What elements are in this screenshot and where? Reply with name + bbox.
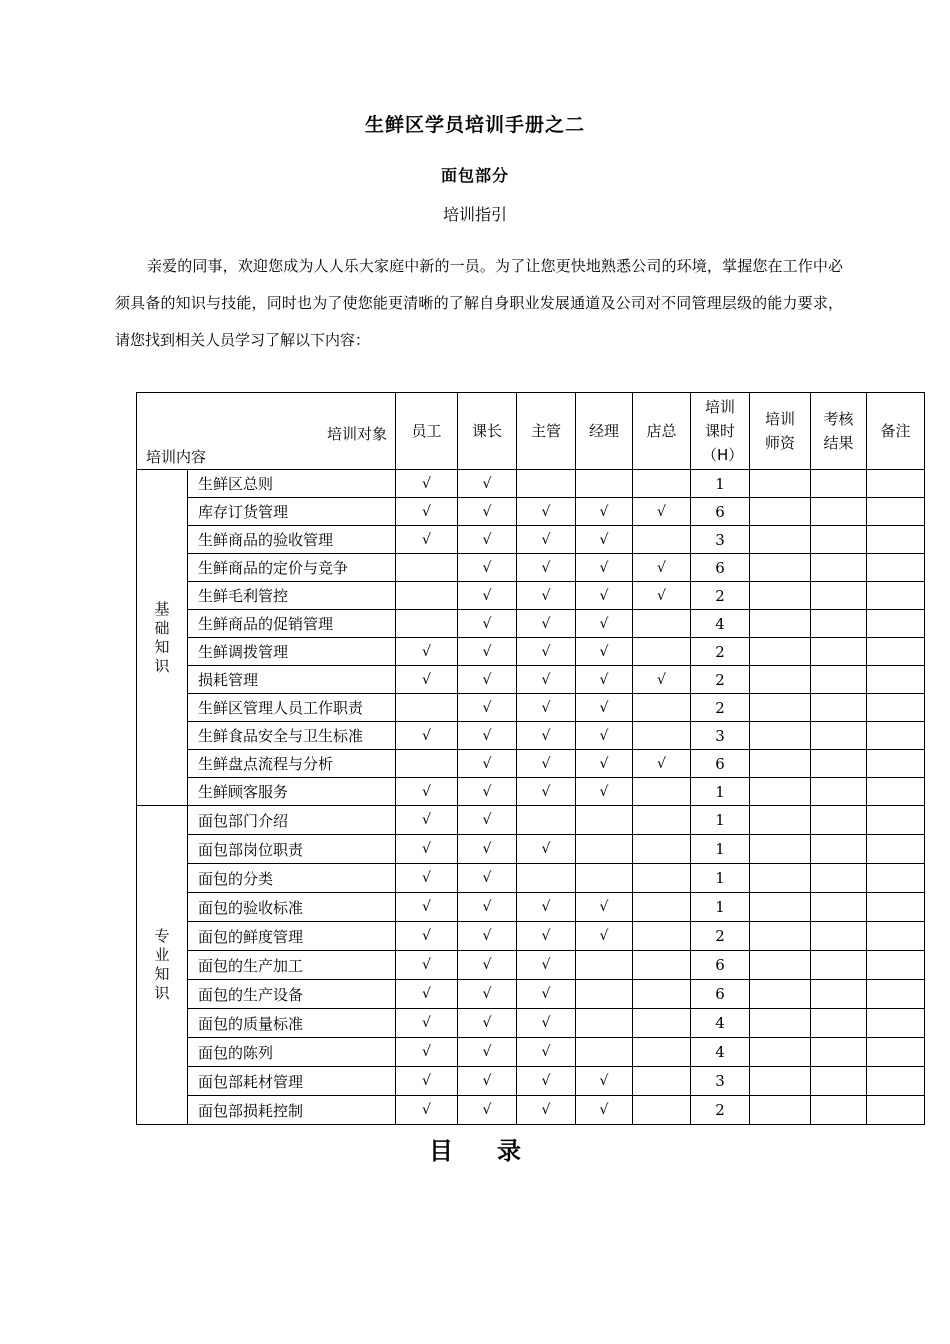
remark-cell	[867, 980, 925, 1009]
store-gm-check	[633, 610, 691, 638]
supervisor-check: √	[517, 835, 576, 864]
training-item: 面包的验收标准	[188, 893, 396, 922]
remark-cell	[867, 1067, 925, 1096]
trainer-cell	[750, 722, 811, 750]
store-gm-check	[633, 951, 691, 980]
supervisor-check: √	[517, 1096, 576, 1125]
store-gm-check	[633, 1009, 691, 1038]
chief-check: √	[458, 526, 517, 554]
supervisor-check: √	[517, 1009, 576, 1038]
trainer-cell	[750, 864, 811, 893]
chief-check: √	[458, 864, 517, 893]
trainer-cell	[750, 638, 811, 666]
hours-value: 1	[691, 893, 750, 922]
table-row	[137, 778, 925, 806]
supervisor-check: √	[517, 893, 576, 922]
manager-check: √	[576, 666, 633, 694]
table-row	[137, 526, 925, 554]
trainer-cell	[750, 1038, 811, 1067]
supervisor-check: √	[517, 694, 576, 722]
trainer-cell	[750, 610, 811, 638]
table-row	[137, 922, 925, 951]
trainer-cell	[750, 922, 811, 951]
trainer-cell	[750, 806, 811, 835]
manager-check	[576, 470, 633, 498]
table-row	[137, 582, 925, 610]
result-cell	[811, 1038, 867, 1067]
staff-check	[396, 750, 458, 778]
trainer-cell	[750, 470, 811, 498]
table-row	[137, 1038, 925, 1067]
toc-char-1: 目	[429, 1137, 453, 1165]
staff-check: √	[396, 893, 458, 922]
toc-heading	[0, 1131, 950, 1166]
category-label: 基础知识	[154, 599, 170, 675]
remark-cell	[867, 835, 925, 864]
table-row	[137, 1096, 925, 1125]
manager-check	[576, 980, 633, 1009]
chief-check: √	[458, 1067, 517, 1096]
supervisor-check: √	[517, 610, 576, 638]
remark-cell	[867, 1038, 925, 1067]
chief-check: √	[458, 582, 517, 610]
training-item: 面包部岗位职责	[188, 835, 396, 864]
chief-check: √	[458, 610, 517, 638]
supervisor-check: √	[517, 1038, 576, 1067]
manager-check	[576, 806, 633, 835]
result-cell	[811, 610, 867, 638]
trainer-cell	[750, 1067, 811, 1096]
header-result-label: 考核结果	[823, 410, 854, 452]
manager-check: √	[576, 1067, 633, 1096]
manager-check: √	[576, 1096, 633, 1125]
training-item: 库存订货管理	[188, 498, 396, 526]
training-item: 面包部门介绍	[188, 806, 396, 835]
store-gm-check	[633, 864, 691, 893]
trainer-cell	[750, 666, 811, 694]
result-cell	[811, 526, 867, 554]
remark-cell	[867, 666, 925, 694]
store-gm-check	[633, 526, 691, 554]
hours-value: 3	[691, 526, 750, 554]
store-gm-check	[633, 778, 691, 806]
chief-check: √	[458, 638, 517, 666]
training-item: 面包的生产设备	[188, 980, 396, 1009]
remark-cell	[867, 694, 925, 722]
manager-check	[576, 1038, 633, 1067]
remark-cell	[867, 778, 925, 806]
trainer-cell	[750, 835, 811, 864]
header-trainer-label: 培训师资	[764, 410, 795, 452]
chief-check: √	[458, 893, 517, 922]
chief-check: √	[458, 951, 517, 980]
training-item: 生鲜食品安全与卫生标准	[188, 722, 396, 750]
training-item: 损耗管理	[188, 666, 396, 694]
manager-check: √	[576, 778, 633, 806]
supervisor-check: √	[517, 778, 576, 806]
store-gm-check	[633, 835, 691, 864]
result-cell	[811, 1067, 867, 1096]
result-cell	[811, 893, 867, 922]
supervisor-check: √	[517, 922, 576, 951]
result-cell	[811, 778, 867, 806]
store-gm-check	[633, 806, 691, 835]
staff-check: √	[396, 470, 458, 498]
result-cell	[811, 922, 867, 951]
remark-cell	[867, 893, 925, 922]
supervisor-check	[517, 864, 576, 893]
header-remark: 备注	[867, 393, 925, 470]
hours-value: 2	[691, 922, 750, 951]
training-item: 生鲜区总则	[188, 470, 396, 498]
header-hours-label: 培训课时（H）	[702, 398, 744, 464]
store-gm-check	[633, 980, 691, 1009]
training-item: 生鲜毛利管控	[188, 582, 396, 610]
hours-value: 2	[691, 582, 750, 610]
manager-check	[576, 1009, 633, 1038]
trainer-cell	[750, 750, 811, 778]
training-item: 面包的陈列	[188, 1038, 396, 1067]
store-gm-check	[633, 922, 691, 951]
result-cell	[811, 470, 867, 498]
supervisor-check: √	[517, 526, 576, 554]
staff-check: √	[396, 666, 458, 694]
trainer-cell	[750, 1009, 811, 1038]
chief-check: √	[458, 835, 517, 864]
hours-value: 3	[691, 722, 750, 750]
result-cell	[811, 722, 867, 750]
result-cell	[811, 806, 867, 835]
chief-check: √	[458, 922, 517, 951]
remark-cell	[867, 582, 925, 610]
supervisor-check: √	[517, 498, 576, 526]
hours-value: 1	[691, 778, 750, 806]
manager-check: √	[576, 610, 633, 638]
chief-check: √	[458, 722, 517, 750]
chief-check: √	[458, 1038, 517, 1067]
remark-cell	[867, 806, 925, 835]
trainer-cell	[750, 893, 811, 922]
header-result	[811, 393, 867, 470]
staff-check	[396, 554, 458, 582]
result-cell	[811, 980, 867, 1009]
training-item: 面包的分类	[188, 864, 396, 893]
training-item: 面包的鲜度管理	[188, 922, 396, 951]
result-cell	[811, 835, 867, 864]
remark-cell	[867, 750, 925, 778]
training-item: 面包的生产加工	[188, 951, 396, 980]
staff-check: √	[396, 1067, 458, 1096]
hours-value: 2	[691, 638, 750, 666]
table-header-row	[137, 393, 925, 470]
store-gm-check	[633, 1038, 691, 1067]
chief-check: √	[458, 778, 517, 806]
header-section-chief: 课长	[458, 393, 517, 470]
staff-check	[396, 582, 458, 610]
table-row	[137, 1067, 925, 1096]
category-cell	[137, 470, 188, 806]
table-row	[137, 470, 925, 498]
remark-cell	[867, 554, 925, 582]
chief-check: √	[458, 694, 517, 722]
trainer-cell	[750, 582, 811, 610]
hours-value: 2	[691, 694, 750, 722]
table-row	[137, 806, 925, 835]
supervisor-check: √	[517, 980, 576, 1009]
remark-cell	[867, 922, 925, 951]
chief-check: √	[458, 806, 517, 835]
store-gm-check	[633, 694, 691, 722]
supervisor-check	[517, 470, 576, 498]
hours-value: 3	[691, 1067, 750, 1096]
store-gm-check	[633, 1067, 691, 1096]
hours-value: 4	[691, 610, 750, 638]
manager-check: √	[576, 694, 633, 722]
header-trainer	[750, 393, 811, 470]
table-row	[137, 610, 925, 638]
training-item: 生鲜商品的促销管理	[188, 610, 396, 638]
hours-value: 1	[691, 806, 750, 835]
training-item: 面包部耗材管理	[188, 1067, 396, 1096]
store-gm-check: √	[633, 554, 691, 582]
header-hours	[691, 393, 750, 470]
supervisor-check	[517, 806, 576, 835]
chief-check: √	[458, 498, 517, 526]
manager-check: √	[576, 893, 633, 922]
staff-check: √	[396, 1096, 458, 1125]
supervisor-check: √	[517, 582, 576, 610]
result-cell	[811, 1009, 867, 1038]
hours-value: 6	[691, 498, 750, 526]
table-row	[137, 864, 925, 893]
hours-value: 4	[691, 1009, 750, 1038]
supervisor-check: √	[517, 722, 576, 750]
table-row	[137, 722, 925, 750]
training-item: 面包的质量标准	[188, 1009, 396, 1038]
hours-value: 4	[691, 1038, 750, 1067]
remark-cell	[867, 951, 925, 980]
trainer-cell	[750, 694, 811, 722]
manager-check: √	[576, 722, 633, 750]
staff-check: √	[396, 526, 458, 554]
manager-check: √	[576, 554, 633, 582]
remark-cell	[867, 1009, 925, 1038]
store-gm-check	[633, 638, 691, 666]
table-row	[137, 835, 925, 864]
store-gm-check	[633, 470, 691, 498]
supervisor-check: √	[517, 554, 576, 582]
manager-check: √	[576, 638, 633, 666]
store-gm-check: √	[633, 666, 691, 694]
store-gm-check	[633, 722, 691, 750]
store-gm-check	[633, 1096, 691, 1125]
table-row	[137, 694, 925, 722]
document-subtitle: 面包部分	[440, 166, 509, 185]
intro-paragraph: 亲爱的同事，欢迎您成为人人乐大家庭中新的一员。为了让您更快地熟悉公司的环境，掌握您在工作中必须具备的知识与技能，同时也为了使您能更清晰的了解自身职业发展通道及公司对不同管理层级的能力要求，请您找到相关人员学习了解以下内容：	[115, 257, 843, 349]
hours-value: 1	[691, 835, 750, 864]
manager-check: √	[576, 922, 633, 951]
staff-check: √	[396, 980, 458, 1009]
remark-cell	[867, 722, 925, 750]
chief-check: √	[458, 470, 517, 498]
table-row	[137, 980, 925, 1009]
remark-cell	[867, 864, 925, 893]
toc-char-2: 录	[497, 1137, 521, 1165]
chief-check: √	[458, 666, 517, 694]
result-cell	[811, 864, 867, 893]
table-row	[137, 638, 925, 666]
corner-label-target: 培训对象	[326, 425, 387, 443]
result-cell	[811, 666, 867, 694]
store-gm-check: √	[633, 582, 691, 610]
training-item: 生鲜调拨管理	[188, 638, 396, 666]
category-label: 专业知识	[154, 927, 170, 1002]
trainer-cell	[750, 980, 811, 1009]
trainer-cell	[750, 498, 811, 526]
trainer-cell	[750, 951, 811, 980]
trainer-cell	[750, 554, 811, 582]
table-row	[137, 498, 925, 526]
staff-check	[396, 694, 458, 722]
result-cell	[811, 638, 867, 666]
remark-cell	[867, 470, 925, 498]
trainer-cell	[750, 1096, 811, 1125]
staff-check: √	[396, 498, 458, 526]
corner-label-content: 培训内容	[146, 448, 207, 466]
table-row	[137, 666, 925, 694]
manager-check	[576, 864, 633, 893]
staff-check: √	[396, 722, 458, 750]
category-cell	[137, 806, 188, 1125]
supervisor-check: √	[517, 666, 576, 694]
hours-value: 2	[691, 666, 750, 694]
hours-value: 2	[691, 1096, 750, 1125]
staff-check: √	[396, 1038, 458, 1067]
manager-check	[576, 951, 633, 980]
training-item: 生鲜盘点流程与分析	[188, 750, 396, 778]
supervisor-check: √	[517, 638, 576, 666]
manager-check: √	[576, 582, 633, 610]
staff-check: √	[396, 1009, 458, 1038]
store-gm-check: √	[633, 750, 691, 778]
staff-check: √	[396, 638, 458, 666]
manager-check: √	[576, 498, 633, 526]
supervisor-check: √	[517, 750, 576, 778]
header-store-gm: 店总	[633, 393, 691, 470]
table-row	[137, 951, 925, 980]
table-row	[137, 1009, 925, 1038]
chief-check: √	[458, 980, 517, 1009]
result-cell	[811, 498, 867, 526]
remark-cell	[867, 526, 925, 554]
training-table	[136, 392, 925, 1125]
remark-cell	[867, 610, 925, 638]
table-corner-cell	[137, 393, 396, 470]
staff-check: √	[396, 806, 458, 835]
result-cell	[811, 582, 867, 610]
hours-value: 1	[691, 470, 750, 498]
guide-heading: 培训指引	[442, 205, 507, 224]
hours-value: 6	[691, 951, 750, 980]
document-title: 生鲜区学员培训手册之二	[364, 114, 585, 136]
staff-check: √	[396, 922, 458, 951]
staff-check: √	[396, 951, 458, 980]
training-item: 生鲜顾客服务	[188, 778, 396, 806]
trainer-cell	[750, 778, 811, 806]
header-staff: 员工	[396, 393, 458, 470]
header-manager: 经理	[576, 393, 633, 470]
store-gm-check	[633, 893, 691, 922]
result-cell	[811, 951, 867, 980]
staff-check: √	[396, 835, 458, 864]
training-item: 生鲜商品的验收管理	[188, 526, 396, 554]
staff-check	[396, 610, 458, 638]
supervisor-check: √	[517, 951, 576, 980]
hours-value: 6	[691, 554, 750, 582]
result-cell	[811, 750, 867, 778]
training-item: 生鲜区管理人员工作职责	[188, 694, 396, 722]
supervisor-check: √	[517, 1067, 576, 1096]
hours-value: 1	[691, 864, 750, 893]
trainer-cell	[750, 526, 811, 554]
chief-check: √	[458, 1009, 517, 1038]
table-row	[137, 893, 925, 922]
chief-check: √	[458, 750, 517, 778]
remark-cell	[867, 638, 925, 666]
chief-check: √	[458, 1096, 517, 1125]
training-item: 面包部损耗控制	[188, 1096, 396, 1125]
table-row	[137, 750, 925, 778]
chief-check: √	[458, 554, 517, 582]
remark-cell	[867, 498, 925, 526]
table-row	[137, 554, 925, 582]
staff-check: √	[396, 778, 458, 806]
manager-check	[576, 835, 633, 864]
store-gm-check: √	[633, 498, 691, 526]
result-cell	[811, 694, 867, 722]
header-supervisor: 主管	[517, 393, 576, 470]
remark-cell	[867, 1096, 925, 1125]
manager-check: √	[576, 526, 633, 554]
hours-value: 6	[691, 980, 750, 1009]
manager-check: √	[576, 750, 633, 778]
result-cell	[811, 554, 867, 582]
hours-value: 6	[691, 750, 750, 778]
staff-check: √	[396, 864, 458, 893]
result-cell	[811, 1096, 867, 1125]
training-item: 生鲜商品的定价与竞争	[188, 554, 396, 582]
